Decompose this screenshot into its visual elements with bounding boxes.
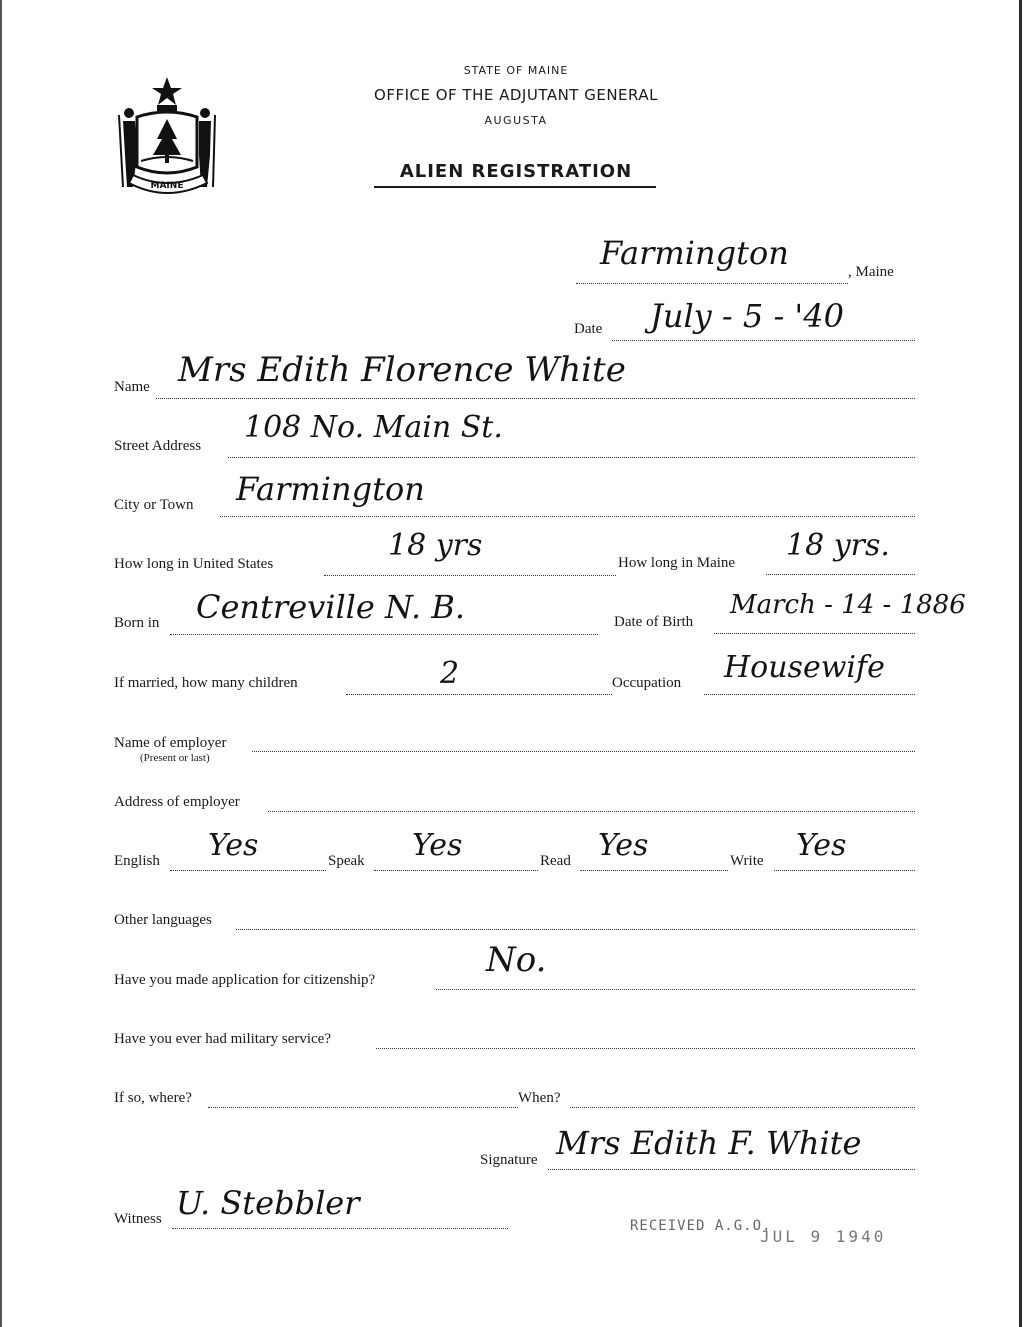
how-long-us-entry: 18 yrs [388, 528, 483, 563]
english-entry: Yes [208, 828, 259, 863]
form-title: ALIEN REGISTRATION [399, 161, 633, 182]
received-stamp-date: JUL 9 1940 [760, 1227, 887, 1246]
citizenship-label: Have you made application for citizenship? [114, 972, 376, 988]
street-line [228, 457, 915, 458]
english-label: English [114, 853, 160, 869]
town-entry: Farmington [600, 234, 789, 272]
children-label: If married, how many children [114, 675, 298, 691]
employer-line [252, 751, 915, 752]
seal-text: MAINE [150, 181, 184, 191]
how-long-maine-label: How long in Maine [618, 555, 736, 571]
write-line [774, 870, 915, 871]
city-entry: Farmington [236, 470, 425, 508]
occupation-entry: Housewife [724, 650, 885, 685]
speak-label: Speak [328, 853, 365, 869]
how-long-maine-entry: 18 yrs. [786, 528, 890, 563]
name-entry: Mrs Edith Florence White [178, 350, 626, 390]
employer-address-line [268, 811, 915, 812]
title-underline [374, 186, 656, 188]
children-line [346, 694, 612, 695]
dob-label: Date of Birth [614, 614, 694, 630]
military-line [376, 1048, 915, 1049]
occupation-line [704, 694, 915, 695]
speak-line [374, 870, 538, 871]
dob-line [714, 633, 915, 634]
header-city: AUGUSTA [484, 114, 548, 127]
signature-line [548, 1169, 915, 1170]
received-stamp: RECEIVED A.G.O. [630, 1218, 772, 1234]
where-label: If so, where? [114, 1090, 192, 1106]
name-line [156, 398, 915, 399]
where-line [208, 1107, 518, 1108]
citizenship-entry: No. [486, 940, 547, 980]
born-entry: Centreville N. B. [196, 588, 465, 626]
city-label: City or Town [114, 497, 194, 513]
street-entry: 108 No. Main St. [244, 410, 503, 445]
born-label: Born in [114, 615, 160, 631]
read-line [580, 870, 728, 871]
how-long-us-label: How long in United States [114, 556, 274, 572]
town-line [576, 283, 848, 284]
employer-address-label: Address of employer [114, 794, 240, 810]
town-suffix: , Maine [848, 264, 894, 280]
how-long-us-line [324, 575, 616, 576]
speak-entry: Yes [412, 828, 463, 863]
date-line [612, 340, 915, 341]
occupation-label: Occupation [612, 675, 682, 691]
scan-edge-right [1019, 0, 1022, 1327]
witness-entry: U. Stebbler [176, 1184, 360, 1222]
employer-sublabel: (Present or last) [140, 752, 210, 764]
write-entry: Yes [796, 828, 847, 863]
employer-label: Name of employer [114, 735, 227, 751]
citizenship-line [436, 989, 915, 990]
street-label: Street Address [114, 438, 202, 454]
date-entry: July - 5 - '40 [650, 297, 844, 335]
read-label: Read [540, 853, 571, 869]
how-long-maine-line [766, 574, 915, 575]
scan-edge-left [0, 0, 2, 1327]
witness-label: Witness [114, 1211, 162, 1227]
when-label: When? [518, 1090, 561, 1106]
header-office: OFFICE OF THE ADJUTANT GENERAL [374, 86, 658, 104]
date-label: Date [574, 321, 603, 337]
when-line [570, 1107, 915, 1108]
name-label: Name [114, 379, 150, 395]
born-line [170, 634, 598, 635]
signature-entry: Mrs Edith F. White [556, 1124, 862, 1162]
other-languages-label: Other languages [114, 912, 212, 928]
signature-label: Signature [480, 1152, 538, 1168]
witness-line [172, 1228, 508, 1229]
english-line [170, 870, 326, 871]
other-languages-line [236, 929, 915, 930]
read-entry: Yes [598, 828, 649, 863]
header-state: STATE OF MAINE [463, 64, 569, 77]
write-label: Write [730, 853, 764, 869]
military-label: Have you ever had military service? [114, 1031, 331, 1047]
children-entry: 2 [440, 656, 460, 691]
city-line [220, 516, 915, 517]
dob-entry: March - 14 - 1886 [730, 590, 966, 620]
